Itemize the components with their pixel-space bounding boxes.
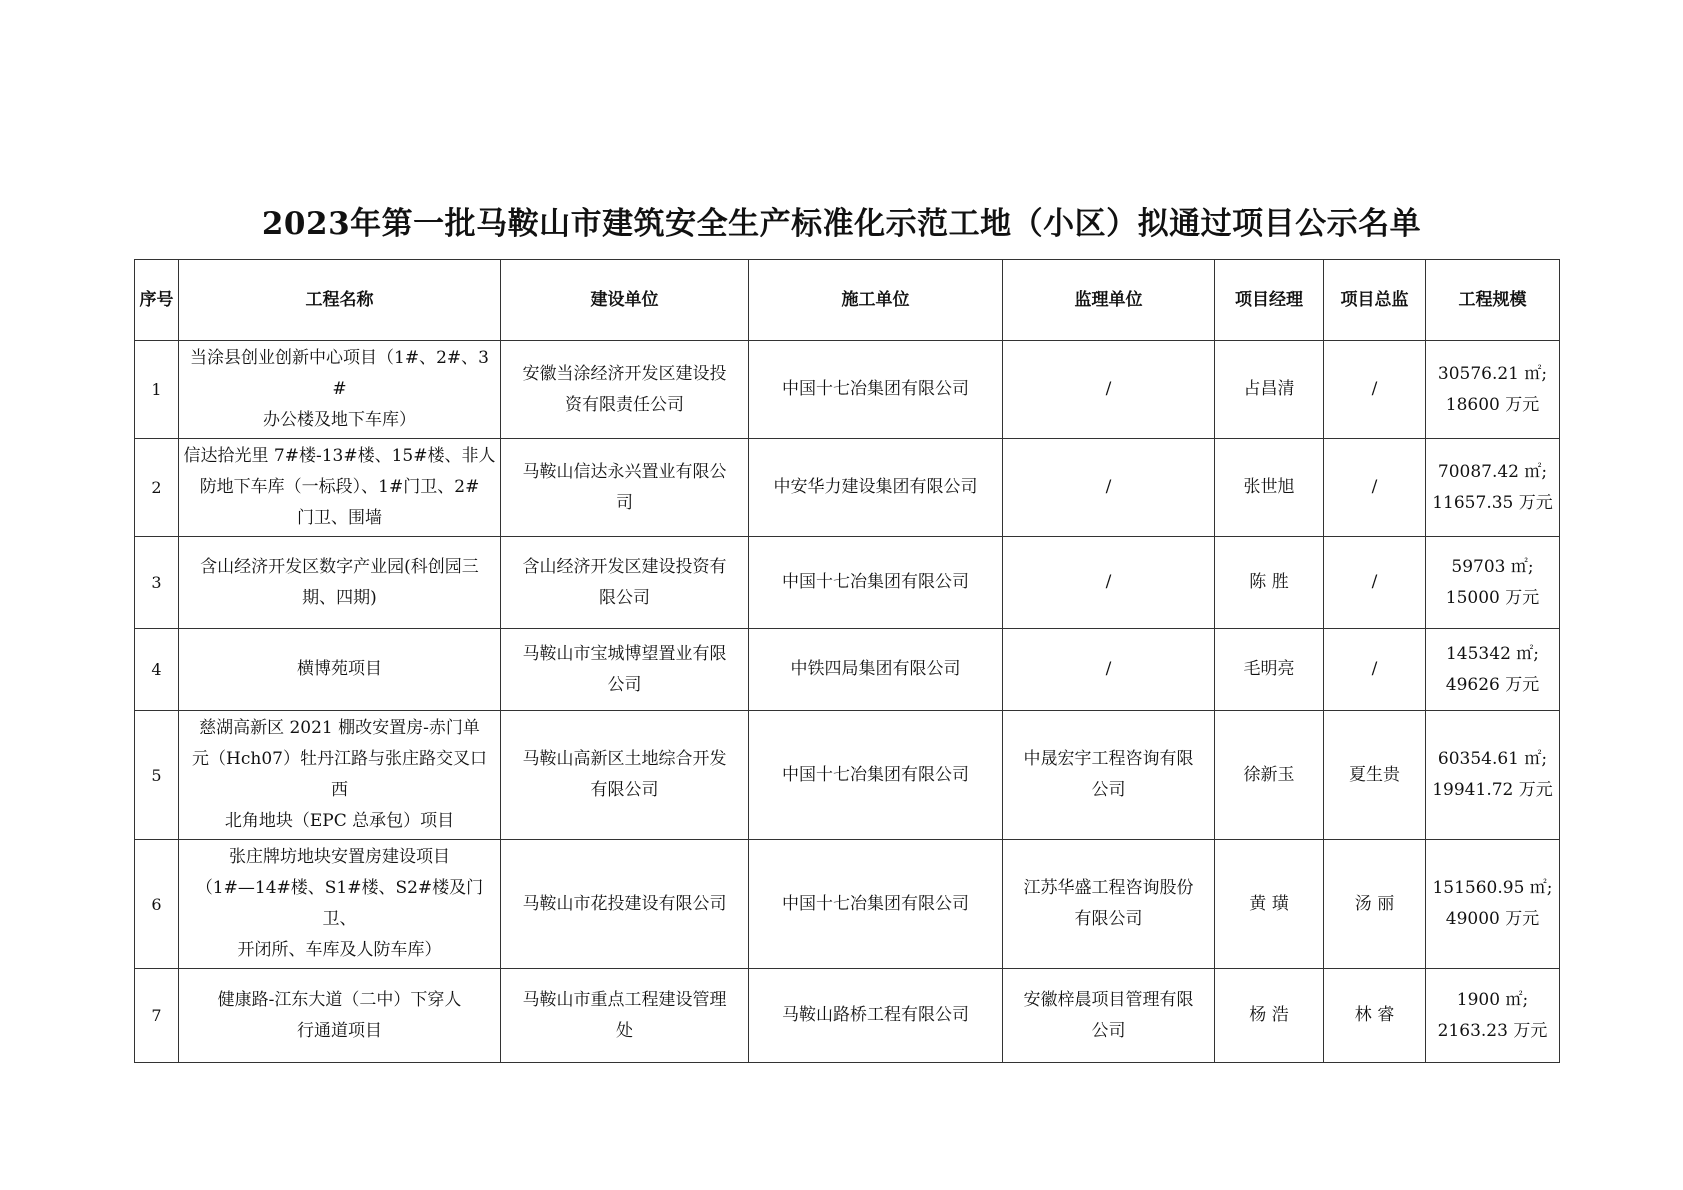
cell-supervisor — [1003, 341, 1215, 439]
cell-project-name — [179, 629, 501, 711]
cell-scale-line: 145342 ㎡; — [1445, 643, 1540, 664]
header-row — [135, 260, 1560, 341]
cell-project-name-line: 张庄牌坊地块安置房建设项目 — [229, 847, 450, 867]
cell-contractor: 中国十七冶集团有限公司 — [749, 341, 1003, 439]
header-seq: 序号 — [135, 260, 179, 341]
cell-supervisor — [1003, 439, 1215, 537]
cell-owner-line: 安徽当涂经济开发区建设投 — [522, 363, 727, 384]
table-row — [135, 341, 1560, 439]
cell-contractor: 中国十七冶集团有限公司 — [749, 711, 1003, 840]
cell-contractor: 中国十七冶集团有限公司 — [749, 840, 1003, 969]
cell-owner-lines — [505, 457, 744, 519]
cell-supervisor — [1003, 969, 1215, 1063]
cell-supervisor-lines — [1007, 744, 1210, 806]
cell-contractor: 中安华力建设集团有限公司 — [749, 439, 1003, 537]
cell-project-name-line: 办公楼及地下车库） — [263, 410, 416, 430]
cell-owner-line: 公司 — [607, 674, 642, 695]
cell-supervisor — [1003, 840, 1215, 969]
table-row — [135, 711, 1560, 840]
cell-seq: 6 — [135, 840, 179, 969]
cell-owner-lines — [505, 552, 744, 614]
cell-scale-lines — [1430, 639, 1555, 701]
cell-supervisor — [1003, 711, 1215, 840]
cell-scale-line: 49000 万元 — [1445, 909, 1540, 929]
cell-project-name-lines — [183, 654, 496, 685]
cell-owner-line: 马鞍山市宝城博望置业有限 — [522, 643, 727, 664]
cell-project-name-lines — [183, 343, 496, 436]
header-contractor: 施工单位 — [749, 260, 1003, 341]
cell-supervisor-lines — [1007, 985, 1210, 1047]
cell-scale-line: 2163.23 万元 — [1437, 1020, 1548, 1041]
cell-owner-line: 马鞍山市花投建设有限公司 — [522, 893, 727, 914]
cell-project-name-line: 门卫、围墙 — [297, 508, 382, 528]
cell-manager: 毛明亮 — [1215, 629, 1324, 711]
table-row — [135, 439, 1560, 537]
cell-project-name-lines — [183, 985, 496, 1047]
table-row — [135, 629, 1560, 711]
cell-supervisor-line: 公司 — [1091, 780, 1126, 800]
cell-owner-lines — [505, 359, 744, 421]
cell-scale — [1426, 969, 1560, 1063]
cell-scale-line: 18600 万元 — [1445, 394, 1540, 415]
cell-owner — [501, 341, 749, 439]
table-row — [135, 840, 1560, 969]
cell-project-name-lines — [183, 552, 496, 614]
cell-project-name-line: 行通道项目 — [297, 1020, 382, 1041]
cell-project-name-line: 横博苑项目 — [297, 659, 382, 679]
cell-contractor: 中国十七冶集团有限公司 — [749, 537, 1003, 629]
header-supervisor: 监理单位 — [1003, 260, 1215, 341]
cell-owner-lines — [505, 985, 744, 1047]
table-header — [135, 260, 1560, 341]
cell-owner-line: 司 — [616, 492, 633, 513]
cell-chief-supervisor: 林 睿 — [1324, 969, 1426, 1063]
header-manager: 项目经理 — [1215, 260, 1324, 341]
cell-scale-line: 60354.61 ㎡; — [1437, 749, 1548, 769]
header-chief-supervisor: 项目总监 — [1324, 260, 1426, 341]
cell-project-name-lines — [183, 713, 496, 837]
cell-seq: 2 — [135, 439, 179, 537]
cell-seq: 1 — [135, 341, 179, 439]
cell-chief-supervisor: / — [1324, 439, 1426, 537]
cell-supervisor-line: 安徽梓晨项目管理有限 — [1023, 989, 1194, 1010]
table-body — [135, 341, 1560, 1063]
cell-supervisor-line: / — [1105, 659, 1112, 679]
cell-supervisor — [1003, 629, 1215, 711]
cell-owner — [501, 439, 749, 537]
cell-supervisor-line: / — [1105, 477, 1112, 497]
cell-project-name-lines — [183, 842, 496, 966]
cell-owner-line: 处 — [616, 1020, 633, 1041]
cell-manager: 杨 浩 — [1215, 969, 1324, 1063]
cell-project-name-line: 健康路-江东大道（二中）下穿人 — [217, 989, 462, 1010]
project-table — [134, 259, 1560, 1063]
cell-project-name-line: 防地下车库（一标段）、1#门卫、2# — [199, 477, 480, 497]
cell-owner — [501, 711, 749, 840]
table-row — [135, 537, 1560, 629]
cell-owner-lines — [505, 639, 744, 701]
cell-supervisor-line: 江苏华盛工程咨询股份 — [1023, 878, 1194, 898]
cell-project-name — [179, 439, 501, 537]
header-name: 工程名称 — [179, 260, 501, 341]
cell-project-name-line: 慈湖高新区 2021 棚改安置房-赤门单 — [199, 718, 480, 738]
cell-scale — [1426, 629, 1560, 711]
cell-owner-line: 资有限责任公司 — [565, 394, 684, 415]
cell-scale-line: 30576.21 ㎡; — [1437, 363, 1548, 384]
cell-owner — [501, 629, 749, 711]
cell-project-name-line: 开闭所、车库及人防车库） — [237, 940, 442, 960]
cell-scale-line: 151560.95 ㎡; — [1432, 878, 1553, 898]
cell-supervisor-line: / — [1105, 572, 1112, 592]
cell-scale-line: 59703 ㎡; — [1451, 556, 1534, 577]
cell-project-name-line: 含山经济开发区数字产业园(科创园三 — [200, 556, 479, 577]
cell-owner-lines — [505, 889, 744, 920]
cell-scale — [1426, 439, 1560, 537]
cell-scale-line: 70087.42 ㎡; — [1437, 461, 1548, 482]
cell-manager: 黄 璜 — [1215, 840, 1324, 969]
cell-project-name — [179, 711, 501, 840]
cell-supervisor-line: / — [1105, 379, 1112, 399]
cell-manager: 陈 胜 — [1215, 537, 1324, 629]
cell-project-name — [179, 537, 501, 629]
cell-contractor: 中铁四局集团有限公司 — [749, 629, 1003, 711]
cell-scale — [1426, 840, 1560, 969]
cell-scale-line: 15000 万元 — [1445, 587, 1540, 608]
cell-project-name — [179, 840, 501, 969]
cell-project-name-line: 西 — [331, 780, 348, 800]
cell-scale-lines — [1430, 359, 1555, 421]
cell-project-name — [179, 969, 501, 1063]
header-owner: 建设单位 — [501, 260, 749, 341]
cell-supervisor-lines — [1007, 654, 1210, 685]
cell-owner — [501, 537, 749, 629]
cell-scale-lines — [1430, 552, 1555, 614]
cell-seq: 7 — [135, 969, 179, 1063]
cell-scale-lines — [1430, 985, 1555, 1047]
cell-scale-line: 11657.35 万元 — [1432, 492, 1553, 513]
cell-project-name — [179, 341, 501, 439]
cell-supervisor — [1003, 537, 1215, 629]
cell-scale-lines — [1430, 744, 1555, 806]
cell-project-name-line: 元（Hch07）牡丹江路与张庄路交叉口 — [192, 749, 487, 769]
cell-project-name-line: 当涂县创业创新中心项目（1#、2#、3# — [190, 348, 489, 399]
cell-scale — [1426, 711, 1560, 840]
cell-scale — [1426, 341, 1560, 439]
cell-manager: 徐新玉 — [1215, 711, 1324, 840]
cell-project-name-line: 北角地块（EPC 总承包）项目 — [224, 811, 455, 831]
table-row — [135, 969, 1560, 1063]
cell-project-name-line: 期、四期) — [302, 587, 377, 608]
cell-owner-line: 马鞍山高新区土地综合开发 — [522, 749, 727, 769]
cell-owner-lines — [505, 744, 744, 806]
cell-chief-supervisor: 汤 丽 — [1324, 840, 1426, 969]
cell-chief-supervisor: / — [1324, 341, 1426, 439]
cell-seq: 4 — [135, 629, 179, 711]
cell-supervisor-line: 有限公司 — [1074, 909, 1143, 929]
cell-owner-line: 限公司 — [599, 587, 650, 608]
cell-seq: 5 — [135, 711, 179, 840]
cell-supervisor-lines — [1007, 567, 1210, 598]
header-scale: 工程规模 — [1426, 260, 1560, 341]
cell-chief-supervisor: / — [1324, 629, 1426, 711]
cell-manager: 占昌清 — [1215, 341, 1324, 439]
cell-chief-supervisor: 夏生贵 — [1324, 711, 1426, 840]
cell-scale-lines — [1430, 873, 1555, 935]
cell-owner-line: 有限公司 — [590, 780, 659, 800]
cell-supervisor-line: 中晟宏宇工程咨询有限 — [1023, 749, 1194, 769]
cell-owner-line: 马鞍山信达永兴置业有限公 — [522, 461, 727, 482]
page-title: 2023年第一批马鞍山市建筑安全生产标准化示范工地（小区）拟通过项目公示名单 — [261, 206, 1422, 242]
cell-owner-line: 含山经济开发区建设投资有 — [522, 556, 727, 577]
cell-owner-line: 马鞍山市重点工程建设管理 — [522, 989, 727, 1010]
cell-scale-line: 1900 ㎡; — [1456, 989, 1529, 1010]
cell-contractor: 马鞍山路桥工程有限公司 — [749, 969, 1003, 1063]
cell-scale-line: 19941.72 万元 — [1432, 780, 1553, 800]
cell-supervisor-lines — [1007, 472, 1210, 503]
cell-scale-lines — [1430, 457, 1555, 519]
cell-scale — [1426, 537, 1560, 629]
cell-supervisor-lines — [1007, 374, 1210, 405]
cell-seq: 3 — [135, 537, 179, 629]
cell-project-name-line: 信达拾光里 7#楼-13#楼、15#楼、非人 — [183, 446, 496, 466]
cell-scale-line: 49626 万元 — [1445, 674, 1540, 695]
cell-project-name-lines — [183, 441, 496, 534]
cell-owner — [501, 969, 749, 1063]
cell-manager: 张世旭 — [1215, 439, 1324, 537]
cell-supervisor-line: 公司 — [1091, 1020, 1126, 1041]
cell-chief-supervisor: / — [1324, 537, 1426, 629]
cell-owner — [501, 840, 749, 969]
cell-supervisor-lines — [1007, 873, 1210, 935]
cell-project-name-line: （1#—14#楼、S1#楼、S2#楼及门卫、 — [195, 878, 484, 929]
